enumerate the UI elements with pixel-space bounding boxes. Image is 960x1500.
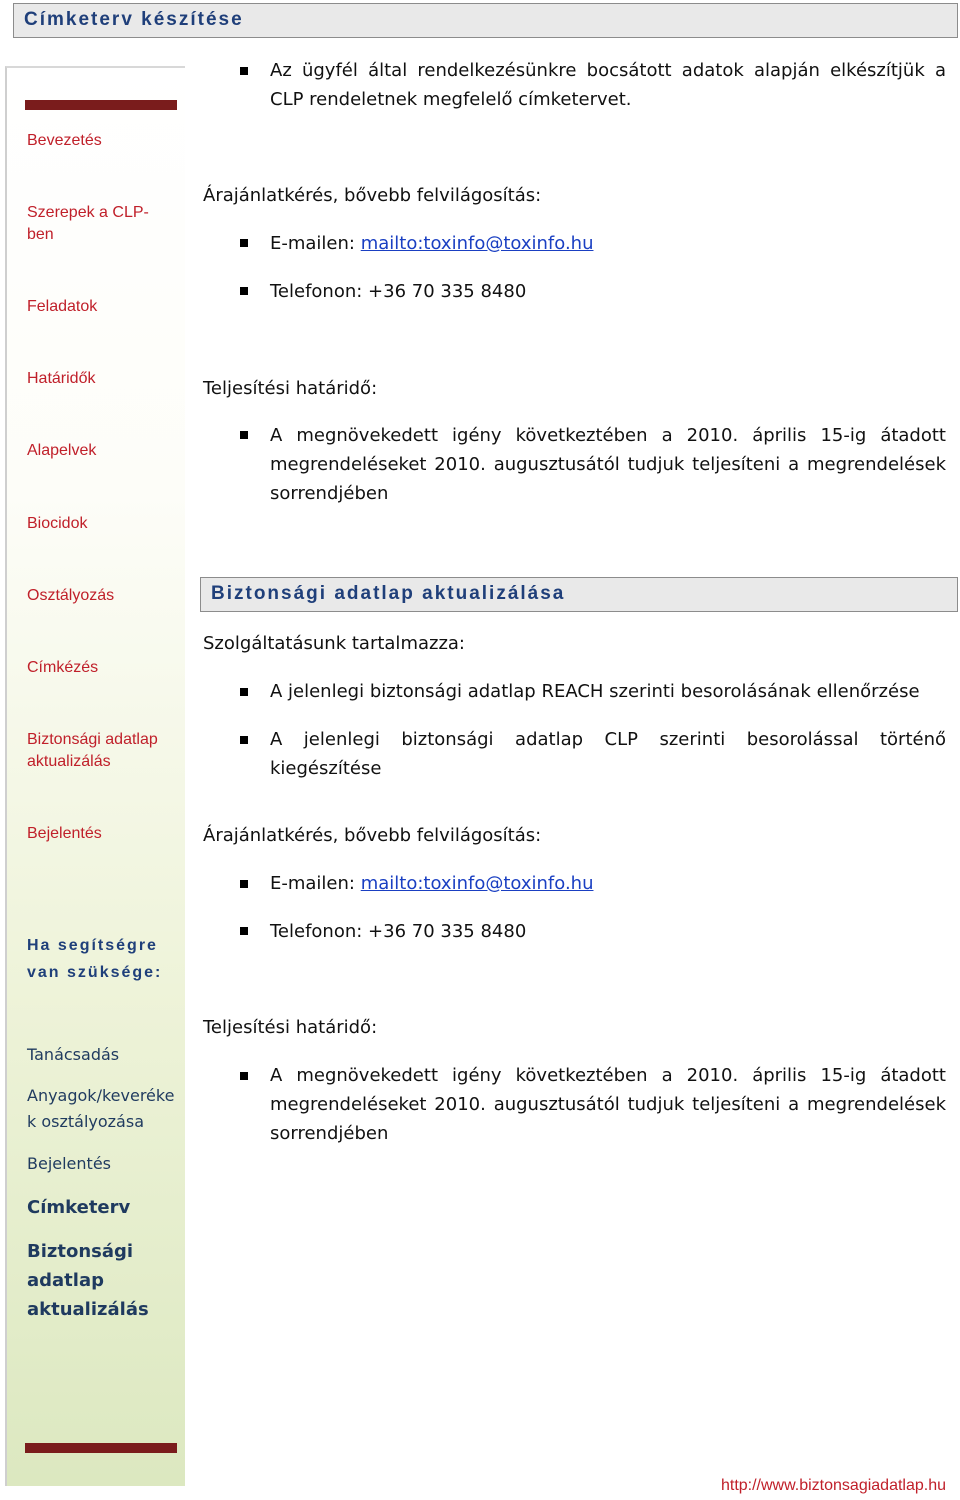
service-item: A jelenlegi biztonsági adatlap REACH szerinti besorolásának ellenőrzése (270, 681, 920, 702)
help-link-osztalyozas[interactable]: Anyagok/keveréke k osztályozása (27, 1086, 175, 1131)
nav-item-bejelentes[interactable]: Bejelentés (27, 825, 102, 842)
help-link-cimketerv[interactable]: Címketerv (27, 1197, 131, 1218)
nav-item-bevezetes[interactable]: Bevezetés (27, 132, 102, 149)
section-title: Biztonsági adatlap aktualizálása (211, 583, 566, 604)
phone-line: Telefonon: +36 70 335 8480 (270, 921, 527, 942)
section-header-cimketerv (13, 3, 958, 38)
email-line (270, 869, 946, 898)
phone-line: Telefonon: +36 70 335 8480 (270, 281, 527, 302)
service-item: A jelenlegi biztonsági adatlap CLP szerinti besorolással történő kiegészítése (270, 729, 946, 779)
bullet-icon (240, 1072, 248, 1080)
deadline-label: Teljesítési határidő: (203, 378, 378, 399)
includes-label: Szolgáltatásunk tartalmazza: (203, 633, 465, 654)
bullet-icon (240, 431, 248, 439)
bullet-icon (240, 688, 248, 696)
help-link-bejelentes[interactable]: Bejelentés (27, 1154, 111, 1173)
deadline-text: A megnövekedett igény következtében a 2010. április 15-ig átadott megrendeléseket 2010. augusztusától tudjuk teljesíteni a megrendelések sorrendjében (270, 1065, 946, 1144)
section-title: Címketerv készítése (24, 9, 244, 30)
bullet-icon (240, 736, 248, 744)
bullet-icon (240, 880, 248, 888)
email-prefix: E-mailen: (270, 873, 361, 894)
sidebar-bottom-bar (25, 1443, 177, 1453)
email-prefix: E-mailen: (270, 233, 361, 254)
help-heading: Ha segítségre van szüksége: (27, 937, 163, 981)
deadline-label: Teljesítési határidő: (203, 1017, 378, 1038)
nav-item-osztalyozas[interactable]: Osztályozás (27, 587, 115, 604)
nav-item-biocidok[interactable]: Biocidok (27, 515, 88, 532)
bullet-icon (240, 287, 248, 295)
nav-item-biztonsagi-adatlap[interactable]: Biztonsági adatlap aktualizálás (27, 731, 158, 770)
sidebar-top-bar (25, 100, 177, 110)
nav-item-hataridok[interactable]: Határidők (27, 370, 96, 387)
help-link-biztonsagi-adatlap[interactable]: Biztonsági adatlap aktualizálás (27, 1241, 149, 1320)
deadline-text: A megnövekedett igény következtében a 2010. április 15-ig átadott megrendeléseket 2010. augusztusától tudjuk teljesíteni a megrendelések sorrendjében (270, 425, 946, 504)
bullet-icon (240, 67, 248, 75)
quote-label: Árajánlatkérés, bővebb felvilágosítás: (203, 185, 542, 206)
section-header-biztonsagi (200, 577, 958, 612)
email-link[interactable]: mailto:toxinfo@toxinfo.hu (360, 873, 594, 894)
help-link-tanacsadas[interactable]: Tanácsadás (27, 1045, 120, 1064)
intro-text: Az ügyfél által rendelkezésünkre bocsátott adatok alapján elkészítjük a CLP rendeletnek megfelelő címketervet. (270, 60, 946, 110)
bullet-icon (240, 927, 248, 935)
quote-label: Árajánlatkérés, bővebb felvilágosítás: (203, 825, 542, 846)
footer-url-link[interactable]: http://www.biztonsagiadatlap.hu (720, 1477, 946, 1494)
bullet-icon (240, 239, 248, 247)
email-line (270, 229, 946, 258)
nav-item-szerepek[interactable]: Szerepek a CLP- ben (27, 204, 149, 243)
nav-item-feladatok[interactable]: Feladatok (27, 298, 98, 315)
email-link[interactable]: mailto:toxinfo@toxinfo.hu (360, 233, 594, 254)
nav-item-cimkezes[interactable]: Címkézés (27, 659, 99, 676)
nav-item-alapelvek[interactable]: Alapelvek (27, 442, 97, 459)
